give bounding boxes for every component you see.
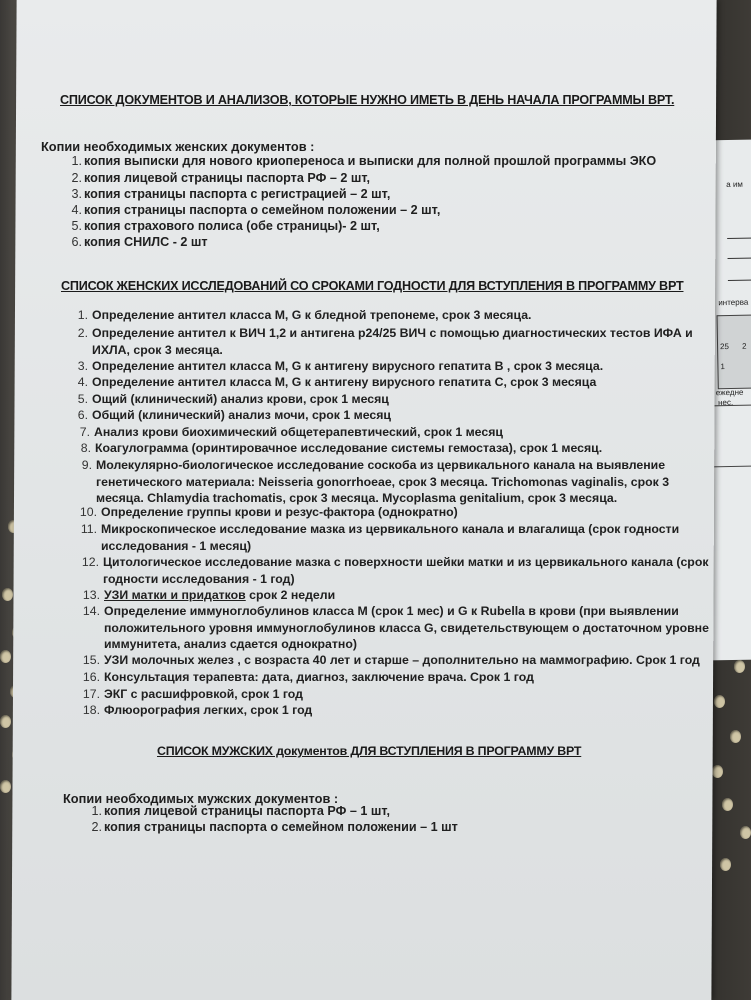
list-item: 4. копия страницы паспорта о семейном положении – 2 шт, [71, 203, 441, 217]
list-item: 2. копия лицевой страницы паспорта РФ – 2 шт, [71, 171, 371, 185]
list-item: 8. Коагулограмма (оринтировачное исследование системы гемостаза), срок 1 месяц. [80, 441, 603, 455]
list-item: 5. копия страхового полиса (обе страницы)- 2 шт, [71, 219, 380, 233]
list-item: 5. Ощий (клинический) анализ крови, срок 1 месяц [77, 392, 389, 406]
male-docs-heading: Копии необходимых мужских документов : [63, 791, 339, 806]
female-docs-heading: Копии необходимых женских документов : [41, 139, 315, 154]
list-item: 11. Микроскопическое исследование мазка из цервикального канала и влагалища (срок годности исследования - 1 месяц) [80, 522, 680, 553]
list-item: 1. Определение антител класса M, G к бледной трепонеме, срок 3 месяца. [77, 308, 532, 322]
list-item: 2. копия страницы паспорта о семейном положении – 1 шт [91, 820, 458, 834]
list-item: 3. Определение антител класса M, G к антигену вирусного гепатита B , срок 3 месяца. [77, 359, 604, 373]
document-title: СПИСОК ДОКУМЕНТОВ И АНАЛИЗОВ, КОТОРЫЕ НУЖНО ИМЕТЬ В ДЕНЬ НАЧАЛА ПРОГРАММЫ ВРТ. [60, 93, 675, 107]
male-docs-section-heading: СПИСОК МУЖСКИХ документов ДЛЯ ВСТУПЛЕНИЯ В ПРОГРАММУ ВРТ [157, 744, 582, 758]
list-item: 16. Консультация терапевта: дата, диагноз, заключение врача. Срок 1 год [82, 670, 534, 684]
list-item: 7. Анализ крови биохимический общетерапевтический, срок 1 месяц [79, 425, 503, 439]
list-item: 15. УЗИ молочных желез , с возраста 40 лет и старше – дополнительно на маммографию. Срок 1 год [82, 653, 700, 667]
list-item: 4. Определение антител класса M, G к антигену вирусного гепатита C, срок 3 месяца [77, 375, 597, 389]
list-item: 1. копия лицевой страницы паспорта РФ – 1 шт, [91, 804, 391, 818]
fragment-text: нес. [717, 397, 734, 408]
background-table: 25 2 1 [717, 314, 751, 389]
fragment-text: интерва [718, 297, 749, 308]
list-item: 6. Общий (клинический) анализ мочи, срок 1 месяц [77, 408, 391, 422]
list-item: 17. ЭКГ с расшифровкой, срок 1 год [82, 687, 303, 701]
list-item: 1. копия выписки для нового криопереноса и выписки для полной прошлой программы ЭКО [71, 154, 657, 168]
list-item: 18. Флюорография легких, срок 1 год [82, 703, 313, 717]
list-item: 3. копия страницы паспорта с регистрацией – 2 шт, [71, 187, 391, 201]
fragment-text: а им [726, 179, 743, 190]
list-item: 2. Определение антител к ВИЧ 1,2 и антигена p24/25 ВИЧ с помощью диагностических тестов ИФА и ИХЛА, срок 3 месяца. [77, 326, 693, 357]
fragment-text: ежедне [715, 387, 744, 398]
list-item: 13. УЗИ матки и придатков срок 2 недели [82, 588, 336, 602]
list-item: 12. Цитологическое исследование мазка с поверхности шейки матки и из цервикального канала (срок годности исследования - 1 год) [81, 555, 709, 586]
female-tests-heading: СПИСОК ЖЕНСКИХ ИССЛЕДОВАНИЙ СО СРОКАМИ ГОДНОСТИ ДЛЯ ВСТУПЛЕНИЯ В ПРОГРАММУ ВРТ [61, 279, 684, 293]
list-item: 10. Определение группы крови и резус-фактора (однократно) [79, 505, 458, 519]
list-item: 9. Молекулярно-биологическое исследование соскоба из цервикального канала на выявление генетического материала: Neisseria gonorrhoeae, срок 3 месяца. Trichomonas vaginalis, срок 3 месяца. Chlamydia trachomatis, срок 3 месяца. Mycoplasma genitalium, срок 3 месяца. [81, 458, 670, 505]
list-item: 6. копия СНИЛС - 2 шт [71, 235, 208, 249]
list-item: 14. Определение иммуноглобулинов класса M (срок 1 мес) и G к Rubella в крови (при выявлении положительного уровня иммуноглобулинов класса G, свидетельствующем о достаточном уровне иммунитета, анализ сдается однократно) [82, 604, 709, 651]
